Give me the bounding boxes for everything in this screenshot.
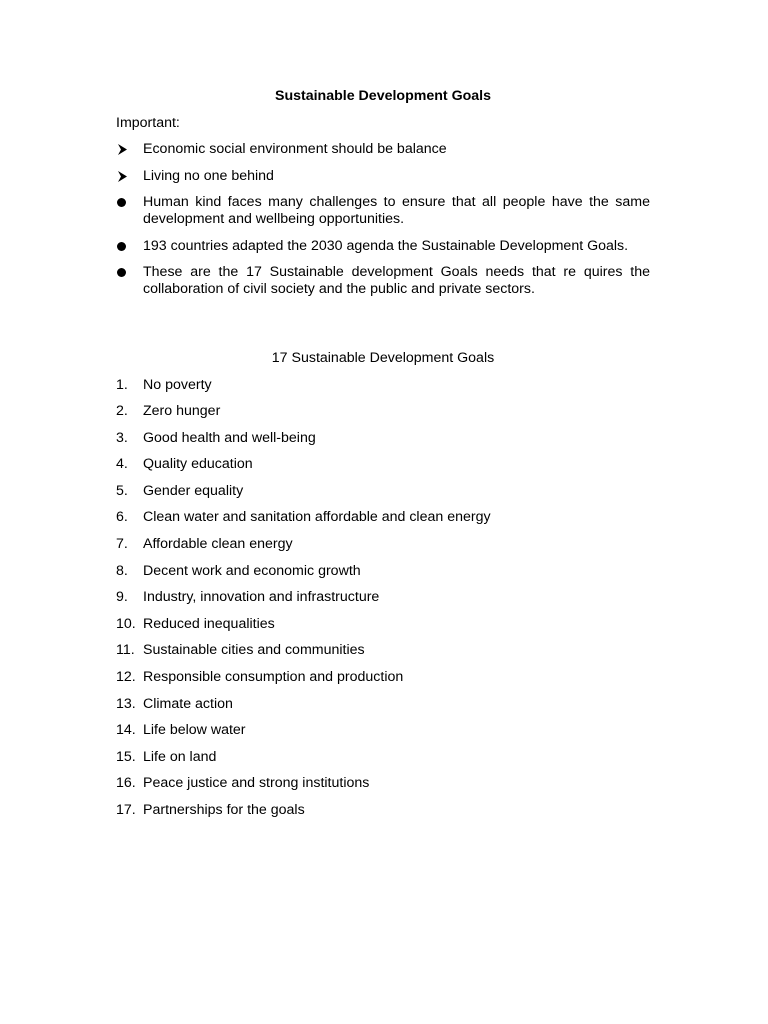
goal-number: 1.	[116, 376, 128, 393]
list-item	[116, 696, 650, 723]
list-item	[116, 589, 650, 616]
goal-text: Peace justice and strong institutions	[143, 775, 370, 792]
goal-number: 11.	[116, 642, 135, 659]
list-item	[116, 616, 650, 643]
goal-text: Zero hunger	[143, 403, 221, 420]
goal-number: 8.	[116, 562, 128, 579]
goal-number: 12.	[116, 669, 136, 686]
goal-number: 6.	[116, 509, 128, 526]
goal-text: Climate action	[143, 695, 233, 712]
important-bullet-list	[116, 141, 650, 308]
arrow-icon	[116, 168, 132, 185]
list-item	[116, 749, 650, 776]
list-item	[116, 642, 650, 669]
list-item	[116, 430, 650, 457]
list-item	[116, 669, 650, 696]
goal-text: Clean water and sanitation affordable and clean energy	[143, 509, 491, 526]
list-item	[116, 238, 650, 255]
goals-list	[116, 377, 650, 829]
bullet-text: 193 countries adapted the 2030 agenda the Sustainable Development Goals.	[143, 237, 629, 254]
goal-number: 15.	[116, 748, 136, 765]
list-item	[116, 775, 650, 802]
goal-text: Good health and well-being	[143, 429, 316, 446]
goals-heading: 17 Sustainable Development Goals	[271, 350, 495, 366]
goal-text: Affordable clean energy	[143, 536, 293, 553]
bullet-text: Human kind faces many challenges to ensure that all people have the same development and wellbeing opportunities.	[143, 194, 650, 227]
goal-text: Quality education	[143, 456, 253, 473]
goal-number: 4.	[116, 456, 128, 473]
list-item	[116, 403, 650, 430]
bullet-text: Living no one behind	[143, 167, 274, 184]
bullet-text: These are the 17 Sustainable development Goals needs that re quires the collaboration of civil society and the public and private sectors.	[143, 264, 650, 297]
list-item	[116, 563, 650, 590]
bullet-text: Economic social environment should be balance	[143, 141, 447, 157]
list-item	[116, 509, 650, 536]
dot-icon	[116, 238, 132, 255]
goal-text: Responsible consumption and production	[143, 669, 404, 686]
goal-number: 14.	[116, 722, 136, 739]
goal-number: 17.	[116, 802, 136, 818]
goal-text: Reduced inequalities	[143, 615, 275, 632]
list-item	[116, 194, 650, 228]
list-item	[116, 722, 650, 749]
goal-text: Gender equality	[143, 482, 244, 499]
document-title: Sustainable Development Goals	[274, 88, 492, 104]
list-item	[116, 264, 650, 298]
goal-text: No poverty	[143, 376, 212, 393]
goal-number: 16.	[116, 775, 136, 792]
goal-number: 10.	[116, 615, 136, 632]
important-label: Important:	[116, 115, 180, 131]
goal-number: 2.	[116, 403, 128, 420]
list-item	[116, 168, 650, 185]
list-item	[116, 141, 650, 158]
goal-number: 5.	[116, 482, 128, 499]
goal-text: Life below water	[143, 722, 246, 739]
goal-text: Partnerships for the goals	[143, 802, 305, 818]
goal-text: Life on land	[143, 748, 217, 765]
arrow-icon	[116, 141, 132, 158]
goal-number: 13.	[116, 695, 136, 712]
dot-icon	[116, 194, 132, 211]
list-item	[116, 456, 650, 483]
list-item	[116, 377, 650, 404]
goal-text: Decent work and economic growth	[143, 562, 361, 579]
list-item	[116, 536, 650, 563]
goal-number: 9.	[116, 589, 128, 606]
goal-text: Sustainable cities and communities	[143, 642, 365, 659]
goal-number: 7.	[116, 536, 128, 553]
goal-text: Industry, innovation and infrastructure	[143, 589, 380, 606]
dot-icon	[116, 264, 132, 281]
goal-number: 3.	[116, 429, 128, 446]
list-item	[116, 483, 650, 510]
list-item	[116, 802, 650, 829]
